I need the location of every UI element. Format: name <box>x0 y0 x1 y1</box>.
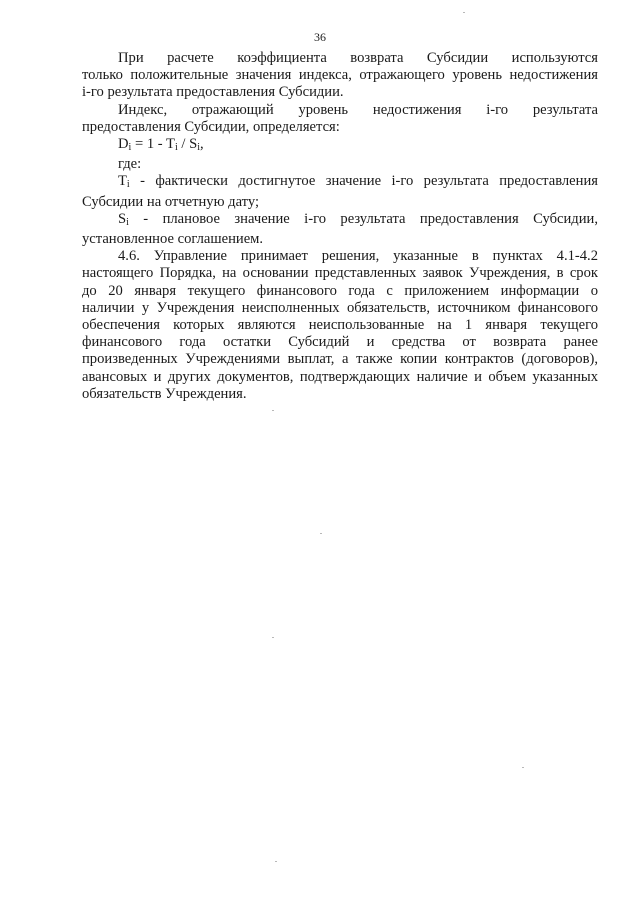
formula-text: = 1 - T <box>131 136 175 153</box>
definition-symbol: T <box>118 173 127 190</box>
definition-symbol: S <box>118 210 127 227</box>
paragraph-4-6 <box>82 248 598 403</box>
definition-text: - плановое значение i-го результата предоставления Субсидии, <box>128 210 598 227</box>
paragraph-line: авансовых и других документов, подтверждающих наличие и объем указанных <box>82 368 598 385</box>
definition-line <box>82 211 598 231</box>
paragraph-line: произведенных Учреждениями выплат, а также копии контрактов (договоров), <box>82 351 598 368</box>
paragraph-line: финансового года остатки Субсидий и средства от возврата ранее <box>82 334 598 351</box>
formula-subscript: i <box>197 142 200 154</box>
formula-text: / S <box>177 136 198 153</box>
formula-subscript: i <box>174 142 178 154</box>
paragraph-line: Индекс, отражающий уровень недостижения i-го результата <box>118 101 598 118</box>
paragraph-line: до 20 января текущего финансового года с приложением информации о <box>82 282 598 299</box>
scan-speck <box>320 533 322 534</box>
formula <box>82 136 598 156</box>
page-number: 36 <box>314 30 326 44</box>
where-label: где: <box>118 156 142 173</box>
paragraph-line: обеспечения которых являются неиспользованные на 1 января текущего <box>82 317 598 334</box>
definition-text: - фактически достигнутое значение i-го результата предоставления <box>129 173 598 190</box>
paragraph-line: наличии у Учреждения неисполненных обязательств, источником финансового <box>82 299 598 316</box>
scan-speck <box>522 767 524 768</box>
paragraph-line: настоящего Порядка, на основании представленных заявок Учреждения, в срок <box>82 265 598 282</box>
definition-subscript: i <box>126 179 130 191</box>
formula-text: , <box>200 136 204 153</box>
scan-speck <box>275 861 277 862</box>
paragraph-line: предоставления Субсидии, определяется: <box>82 118 340 135</box>
definition-si <box>82 211 598 248</box>
definition-ti <box>82 173 598 210</box>
definition-line: установленное соглашением. <box>82 231 264 248</box>
paragraph-line: обязательств Учреждения. <box>82 385 247 402</box>
definition-line: Субсидии на отчетную дату; <box>82 193 260 210</box>
document-body <box>82 50 598 403</box>
paragraph-line: 4.6. Управление принимает решения, указанные в пунктах 4.1-4.2 <box>118 248 598 265</box>
scan-speck <box>463 12 465 13</box>
formula-symbol-d: D <box>118 136 129 153</box>
formula-subscript: i <box>128 142 132 154</box>
paragraph-line: только положительные значения индекса, отражающего уровень недостижения <box>82 67 598 84</box>
definition-line <box>82 173 598 193</box>
paragraph-coefficient <box>82 50 598 102</box>
scan-speck <box>272 410 274 411</box>
paragraph-line: При расчете коэффициента возврата Субсидии используются <box>118 50 598 66</box>
definition-subscript: i <box>126 216 129 228</box>
paragraph-line: i-го результата предоставления Субсидии. <box>82 84 344 101</box>
paragraph-index <box>82 102 598 136</box>
scan-speck <box>272 637 274 638</box>
